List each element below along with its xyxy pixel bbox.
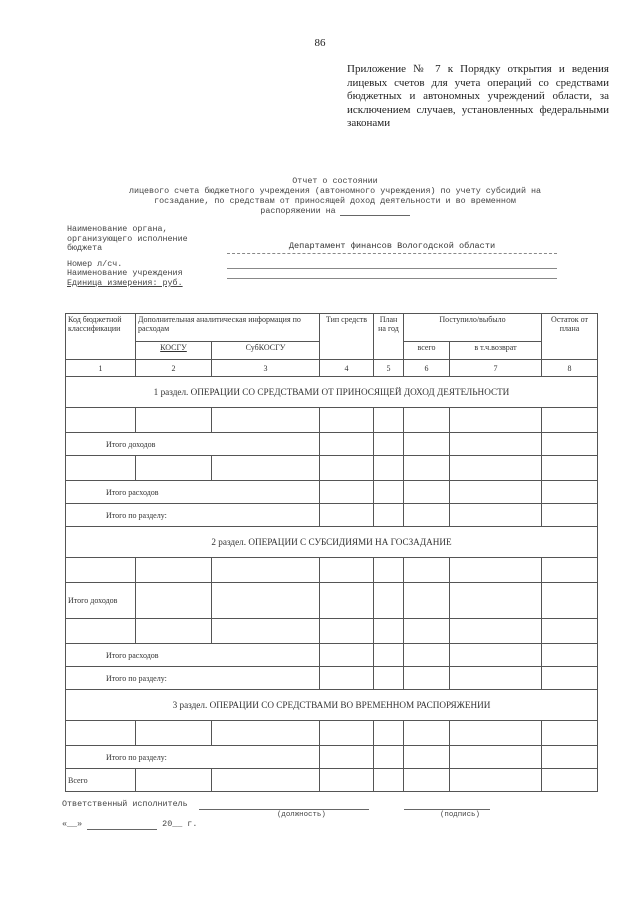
section-1-title: 1 раздел. ОПЕРАЦИИ СО СРЕДСТВАМИ ОТ ПРИНОСЯЩЕЙ ДОХОД ДЕЯТЕЛЬНОСТИ [66, 377, 598, 408]
report-table [65, 313, 598, 792]
table-row [66, 721, 598, 746]
header-type: Тип средств [320, 314, 374, 360]
income-total-row [66, 433, 598, 456]
appendix-text: Приложение № 7 к Порядку открытия и ведения лицевых счетов для учета операций со средствами бюджетных и автономных учреждений области, за исключением случаев, установленных федеральными законами [347, 63, 609, 130]
signature-caption: (подпись) [440, 811, 480, 819]
income-total-2-label: Итого доходов [66, 583, 136, 619]
unit-label: Единица измерения: руб. [67, 277, 183, 288]
col-num-4: 4 [320, 360, 374, 377]
header-subkosgu: СубКОСГУ [212, 342, 320, 360]
section-1-header [66, 377, 598, 408]
report-subtitle-1: лицевого счета бюджетного учреждения (автономного учреждения) по учету субсидий на [128, 186, 542, 196]
section-1-total-row [66, 504, 598, 527]
section-3-title: 3 раздел. ОПЕРАЦИИ СО СРЕДСТВАМИ ВО ВРЕМЕННОМ РАСПОРЯЖЕНИИ [66, 690, 598, 721]
org-row [67, 241, 557, 254]
col-num-2: 2 [136, 360, 212, 377]
col-num-3: 3 [212, 360, 320, 377]
institution-label: Наименование учреждения [67, 268, 183, 279]
report-date-field[interactable] [340, 215, 410, 216]
header-plan: План на год [374, 314, 404, 360]
org-label-line-2: организующего исполнение [67, 233, 188, 244]
header-return: в т.ч.возврат [450, 342, 542, 360]
expense-total-label: Итого расходов [66, 481, 320, 504]
section-3-total-row [66, 746, 598, 769]
org-value: Департамент финансов Вологодской области [288, 241, 496, 252]
table-row [66, 408, 598, 433]
footer [62, 798, 542, 830]
date-month-field[interactable] [87, 829, 157, 830]
header-code: Код бюджетной классификации [66, 314, 136, 360]
account-label: Номер л/сч. [67, 258, 123, 269]
position-caption: (должность) [277, 811, 326, 819]
table-row [66, 456, 598, 481]
header-extra: Дополнительная аналитическая информация по расходам [136, 314, 320, 342]
report-title: Отчет о состоянии [292, 176, 378, 186]
page-number: 86 [314, 37, 326, 49]
report-header [55, 176, 615, 216]
expense-total-row [66, 481, 598, 504]
expense-total-2-label: Итого расходов [66, 644, 320, 667]
income-total-label: Итого доходов [66, 433, 320, 456]
header-rest: Остаток от плана [542, 314, 598, 360]
col-num-7: 7 [450, 360, 542, 377]
col-num-6: 6 [404, 360, 450, 377]
responsible-label: Ответственный исполнитель [62, 799, 188, 809]
section-2-total-label: Итого по разделу: [66, 667, 320, 690]
section-3-header [66, 690, 598, 721]
section-3-total-label: Итого по разделу: [66, 746, 320, 769]
col-num-5: 5 [374, 360, 404, 377]
table-row [66, 619, 598, 644]
section-1-total-label: Итого по разделу: [66, 504, 320, 527]
header-kosgu: КОСГУ [136, 342, 212, 360]
report-date-line [55, 206, 615, 216]
grand-total-label: Всего [66, 769, 136, 792]
date-day: «__» [62, 819, 83, 829]
column-numbers-row [66, 360, 598, 377]
section-2-title: 2 раздел. ОПЕРАЦИИ С СУБСИДИЯМИ НА ГОСЗАДАНИЕ [66, 527, 598, 558]
col-num-1: 1 [66, 360, 136, 377]
report-subtitle-2: госзадание, по средствам от приносящей доход деятельности и во временном [154, 196, 516, 206]
col-num-8: 8 [542, 360, 598, 377]
unit-row [67, 279, 557, 289]
header-flow: Поступило/выбыло [404, 314, 542, 342]
report-date-label: распоряжении на [260, 206, 336, 216]
meta-block [67, 225, 557, 289]
table-header-row [66, 314, 598, 342]
section-2-header [66, 527, 598, 558]
date-year: 20__ г. [162, 819, 198, 829]
expense-total-2-row [66, 644, 598, 667]
grand-total-row [66, 769, 598, 792]
income-total-2-row [66, 583, 598, 619]
org-label-line-1: Наименование органа, [67, 224, 168, 234]
org-label-line-3: бюджета [67, 243, 103, 254]
section-2-total-row [66, 667, 598, 690]
header-total: всего [404, 342, 450, 360]
table-row [66, 558, 598, 583]
